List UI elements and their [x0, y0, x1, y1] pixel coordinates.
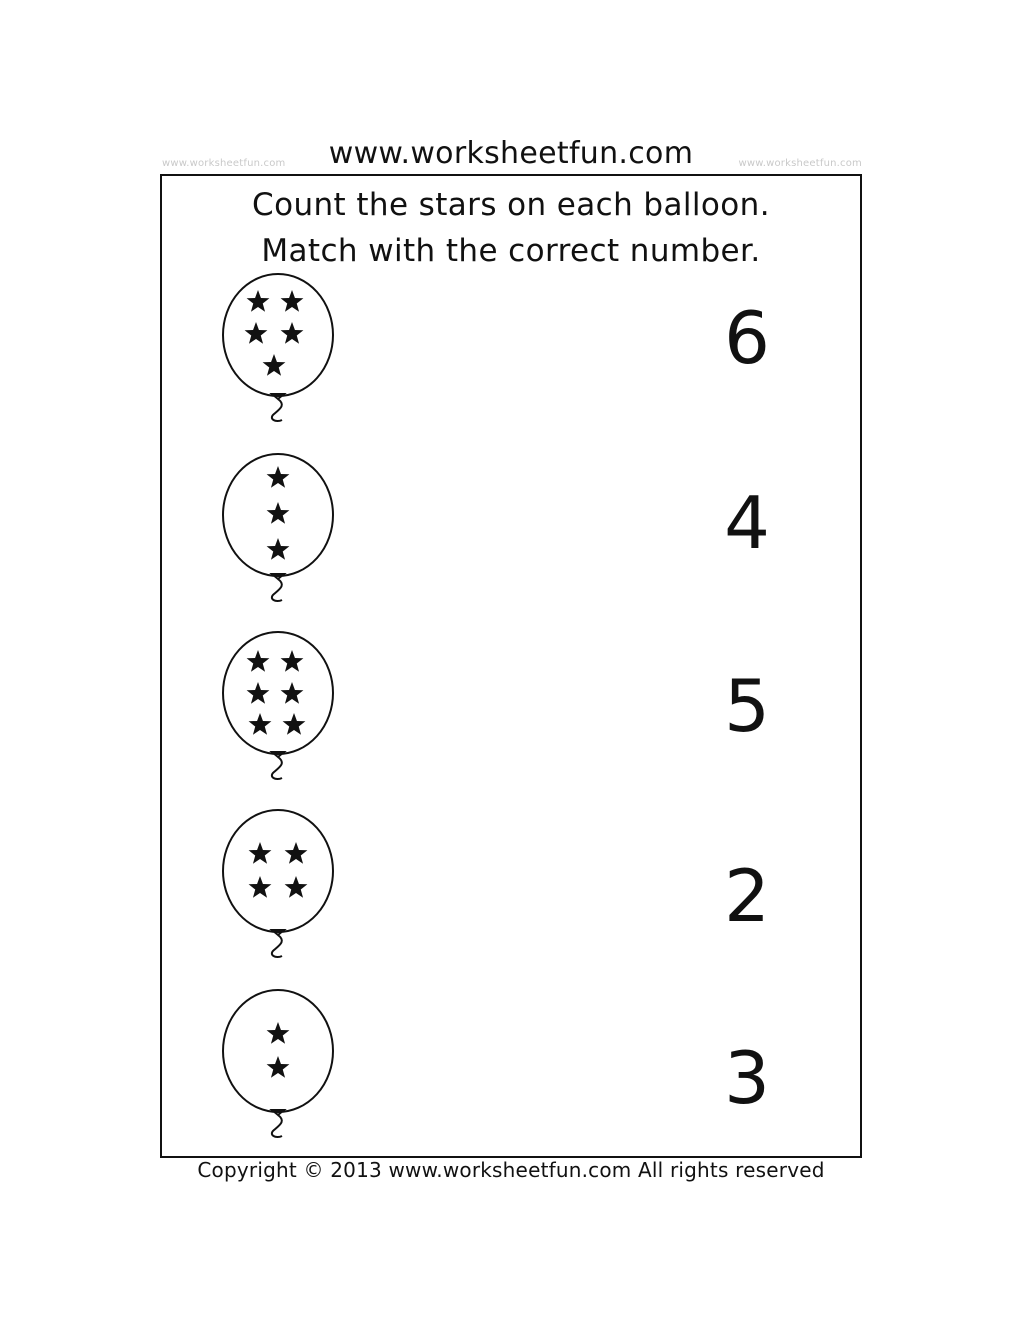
- star-icon: [267, 1022, 290, 1044]
- star-icon: [247, 650, 270, 672]
- star-icon: [267, 538, 290, 560]
- worksheet-header: [160, 134, 862, 174]
- worksheet-frame: [160, 174, 862, 1158]
- star-icon: [285, 876, 308, 898]
- balloon-icon: [220, 804, 340, 969]
- star-icon: [267, 502, 290, 524]
- star-icon: [267, 466, 290, 488]
- balloon-icon: [220, 448, 340, 613]
- number-option-5[interactable]: 3: [724, 1036, 770, 1120]
- star-icon: [247, 290, 270, 312]
- balloon-4[interactable]: [220, 804, 340, 969]
- balloon-stars: [267, 466, 290, 560]
- star-icon: [245, 322, 268, 344]
- star-icon: [281, 650, 304, 672]
- watermark-left: www.worksheetfun.com: [162, 158, 286, 169]
- balloon-stars: [247, 650, 306, 735]
- star-icon: [281, 322, 304, 344]
- balloon-icon: [220, 984, 340, 1149]
- number-option-3[interactable]: 5: [724, 664, 770, 748]
- balloon-stars: [249, 842, 308, 898]
- instruction-line-1: Count the stars on each balloon.: [252, 187, 770, 223]
- star-icon: [247, 682, 270, 704]
- star-icon: [281, 682, 304, 704]
- number-option-1[interactable]: 6: [724, 296, 770, 380]
- number-option-4[interactable]: 2: [724, 854, 770, 938]
- star-icon: [263, 354, 286, 376]
- balloon-icon: [220, 626, 340, 791]
- balloon-5[interactable]: [220, 984, 340, 1149]
- balloon-1[interactable]: [220, 268, 340, 433]
- star-icon: [267, 1056, 290, 1078]
- star-icon: [283, 713, 306, 735]
- balloon-stars: [267, 1022, 290, 1078]
- instruction-line-2: Match with the correct number.: [261, 233, 761, 269]
- balloon-icon: [220, 268, 340, 433]
- star-icon: [285, 842, 308, 864]
- balloon-2[interactable]: [220, 448, 340, 613]
- site-url: www.worksheetfun.com: [328, 136, 694, 171]
- balloon-3[interactable]: [220, 626, 340, 791]
- star-icon: [249, 842, 272, 864]
- balloon-stars: [245, 290, 304, 376]
- copyright-notice: Copyright © 2013 www.worksheetfun.com All rights reserved: [197, 1158, 825, 1182]
- number-option-2[interactable]: 4: [724, 481, 770, 565]
- instructions: [162, 182, 860, 274]
- star-icon: [249, 876, 272, 898]
- star-icon: [281, 290, 304, 312]
- watermark-right: www.worksheetfun.com: [738, 158, 862, 169]
- star-icon: [249, 713, 272, 735]
